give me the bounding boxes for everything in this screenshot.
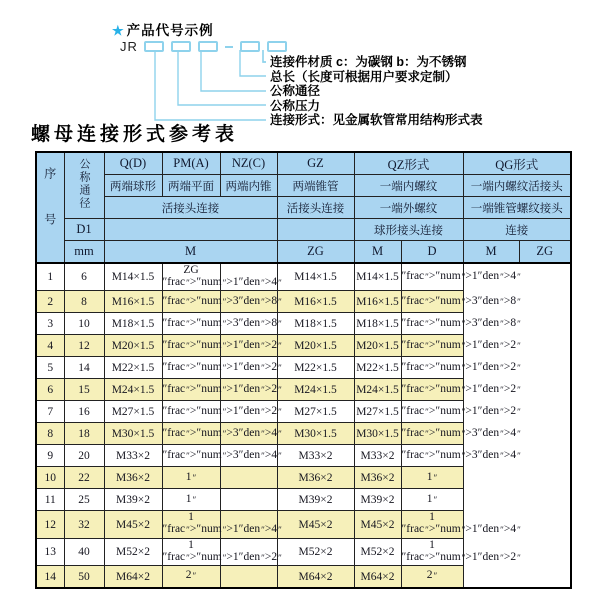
product-code-row (120, 39, 294, 54)
header-unit-qz-m: M (354, 241, 401, 264)
table-cell: ″frac″>″num″ ″ ″ ″ (162, 423, 220, 445)
table-cell: ″frac″>″num″>1″den″>2″ (401, 379, 463, 401)
code-box-icon (240, 41, 260, 52)
table-cell: M30×1.5 (277, 423, 354, 445)
code-box-icon (198, 41, 218, 52)
table-cell: 20 (64, 445, 104, 467)
table-row (36, 291, 571, 313)
table-cell: M64×2 (277, 566, 354, 589)
table-header (36, 152, 571, 263)
table-row (36, 467, 571, 489)
header-pm-desc: 两端平面 (162, 175, 220, 197)
header-blank-gz (277, 219, 354, 241)
table-cell: 1 ″frac″>″num″>1″den″>4″ (401, 511, 463, 538)
header-qg-desc2: 一端锥管螺纹接头 (463, 197, 571, 219)
table-cell: M14×1.5 (354, 263, 401, 291)
table-cell: 1 ″frac″>″num″ ″ ″ ″ (162, 511, 220, 538)
table-cell: M33×2 (104, 445, 162, 467)
table-cell: 1 ″frac″>″num″ ″ ″ ″ (162, 538, 220, 565)
table-cell: M39×2 (277, 489, 354, 511)
table-cell: M33×2 (277, 445, 354, 467)
table-cell: 32 (64, 511, 104, 538)
code-label-material: 连接件材质 c：为碳钢 b：为不锈钢 (270, 55, 467, 69)
table-cell: M64×2 (354, 566, 401, 589)
table-cell: 15 (64, 379, 104, 401)
table-cell: ″frac″>″num″>1″den″>2″ (401, 357, 463, 379)
table-cell: 4 (36, 335, 64, 357)
table-cell: 9 (36, 445, 64, 467)
header-qg-desc1: 一端内螺纹活接头 (463, 175, 571, 197)
table-cell: 11 (36, 489, 64, 511)
table-cell: 13 (36, 538, 64, 565)
table-cell: M52×2 (104, 538, 162, 565)
header-q-desc: 两端球形 (104, 175, 162, 197)
table-cell: M33×2 (354, 445, 401, 467)
header-qz-desc3: 球形接头连接 (354, 219, 463, 241)
table-cell: 14 (64, 357, 104, 379)
table-cell: ″frac″>″num″>3″den″>4″ (401, 445, 463, 467)
header-dn: 公称通径 (64, 152, 104, 219)
table-cell: M14×1.5 (277, 263, 354, 291)
table-cell: M52×2 (277, 538, 354, 565)
table-cell: 12 (64, 335, 104, 357)
diagram-heading (112, 19, 214, 39)
table-cell: 1″ (162, 467, 220, 489)
table-cell: ZG ″frac″>″num″ ″ ″ ″ (162, 263, 220, 291)
table-cell: 3 (36, 313, 64, 335)
table-cell: 22 (64, 467, 104, 489)
table-row (36, 445, 571, 467)
table-cell: 50 (64, 566, 104, 589)
table-cell: 2″ (401, 566, 463, 589)
table-cell: 1″ (162, 489, 220, 511)
table-cell: 2″ (162, 566, 220, 589)
header-gz-desc: 两端锥管 (277, 175, 354, 197)
table-cell: 10 (36, 467, 64, 489)
table-cell: M20×1.5 (277, 335, 354, 357)
header-unit-qz-d: D (401, 241, 463, 264)
table-cell: M16×1.5 (104, 291, 162, 313)
table-cell: ″frac″>″num″ ″ ″ ″ (162, 291, 220, 313)
table-row (36, 263, 571, 291)
header-unit-qg-zg: ZG (519, 241, 571, 264)
table-cell (220, 467, 277, 489)
table-row (36, 357, 571, 379)
table-cell: 1 ″frac″>″num″>1″den″>2″ (401, 538, 463, 565)
header-qz-desc2: 一端外螺纹 (354, 197, 463, 219)
table-row (36, 401, 571, 423)
header-seq: 序号 (36, 152, 64, 263)
table-cell: 18 (64, 423, 104, 445)
table-cell: ″frac″>″num″>3″den″>8″ (401, 313, 463, 335)
diagram-title: 产品代号示例 (126, 23, 214, 38)
table-row (36, 335, 571, 357)
table-cell: 25 (64, 489, 104, 511)
table-cell: ″frac″>″num″>3″den″>8″ (401, 291, 463, 313)
table-cell: M45×2 (104, 511, 162, 538)
header-blank-qpmnz (104, 219, 277, 241)
code-box-icon (171, 41, 191, 52)
code-box-icon (267, 41, 287, 52)
table-cell: ″frac″>″num″>1″den″>2″ (401, 401, 463, 423)
header-col-pm: PM(A) (162, 152, 220, 175)
table-cell: M18×1.5 (277, 313, 354, 335)
code-label-connection: 连接形式：见金属软管常用结构形式表 (270, 113, 483, 128)
table-cell: M39×2 (354, 489, 401, 511)
code-label-length: 总长（长度可根据用户要求定制） (270, 69, 458, 84)
table-cell: 7 (36, 401, 64, 423)
table-cell: 40 (64, 538, 104, 565)
table-row (36, 511, 571, 538)
table-cell: M14×1.5 (104, 263, 162, 291)
table-cell: M45×2 (354, 511, 401, 538)
table-cell: M27×1.5 (104, 401, 162, 423)
table-cell: M24×1.5 (277, 379, 354, 401)
table-cell: 8 (36, 423, 64, 445)
table-cell: M64×2 (104, 566, 162, 589)
table-cell: M36×2 (277, 467, 354, 489)
table-cell: M18×1.5 (354, 313, 401, 335)
code-box-icon (144, 41, 164, 52)
table-cell: 1 (36, 263, 64, 291)
table-cell: M20×1.5 (104, 335, 162, 357)
table-cell: M30×1.5 (354, 423, 401, 445)
header-col-gz: GZ (277, 152, 354, 175)
table-cell: 6 (64, 263, 104, 291)
header-col-qg: QG形式 (463, 152, 571, 175)
header-col-q: Q(D) (104, 152, 162, 175)
table-cell: 1″ (401, 489, 463, 511)
table-cell: M22×1.5 (354, 357, 401, 379)
header-col-qz: QZ形式 (354, 152, 463, 175)
header-joint-qpmnz: 活接头连接 (104, 197, 277, 219)
table-cell: 10 (64, 313, 104, 335)
table-row (36, 313, 571, 335)
code-label-pressure: 公称压力 (270, 98, 321, 113)
header-unit-qg-m: M (463, 241, 519, 264)
table-row (36, 566, 571, 589)
table-cell: M39×2 (104, 489, 162, 511)
code-prefix: JR (120, 39, 138, 54)
table-cell: 8 (64, 291, 104, 313)
table-cell: 14 (36, 566, 64, 589)
nut-connection-reference-table (35, 151, 572, 589)
code-label-diameter: 公称通径 (270, 84, 321, 99)
table-cell: 5 (36, 357, 64, 379)
star-icon: ★ (112, 23, 125, 38)
table-row (36, 423, 571, 445)
header-nz-desc: 两端内锥 (220, 175, 277, 197)
table-cell: ″frac″>″num″>1″den″>4″ (401, 263, 463, 291)
table-body (36, 263, 571, 588)
table-cell: M36×2 (354, 467, 401, 489)
table-cell: M18×1.5 (104, 313, 162, 335)
table-cell: ″frac″>″num″ ″ ″ ″ (162, 357, 220, 379)
header-joint-gz: 活接头连接 (277, 197, 354, 219)
table-cell: M16×1.5 (277, 291, 354, 313)
table-cell: M27×1.5 (354, 401, 401, 423)
table-cell: 6 (36, 379, 64, 401)
table-cell: ″frac″>″num″ ″ ″ ″ (162, 379, 220, 401)
header-unit-zg: ZG (277, 241, 354, 264)
table-cell: ″frac″>″num″ ″ ″ ″ (162, 313, 220, 335)
header-qg-desc3: 连接 (463, 219, 571, 241)
table-cell: M45×2 (277, 511, 354, 538)
table-cell (220, 566, 277, 589)
table-cell: 2 (36, 291, 64, 313)
table-cell (220, 489, 277, 511)
table-cell: ″frac″>″num″>3″den″>4″ (401, 423, 463, 445)
table-cell: 16 (64, 401, 104, 423)
table-cell: M52×2 (354, 538, 401, 565)
header-d1: D1 (64, 219, 104, 241)
table-cell: M24×1.5 (354, 379, 401, 401)
table-title: 螺母连接形式参考表 (31, 123, 239, 145)
header-col-nz: NZ(C) (220, 152, 277, 175)
table-cell: M22×1.5 (104, 357, 162, 379)
table-cell: M16×1.5 (354, 291, 401, 313)
table-cell: ″frac″>″num″ ″ ″ ″ (162, 445, 220, 467)
table-cell: M36×2 (104, 467, 162, 489)
table-cell: 1″ (401, 467, 463, 489)
table-cell: M22×1.5 (277, 357, 354, 379)
table-row (36, 379, 571, 401)
table-cell: M30×1.5 (104, 423, 162, 445)
table-cell: ″frac″>″num″ ″ ″ ″ (162, 401, 220, 423)
code-dash-icon (225, 46, 233, 48)
header-unit-m: M (104, 241, 277, 264)
table-cell: ″frac″>″num″>1″den″>2″ (401, 335, 463, 357)
table-cell: M27×1.5 (277, 401, 354, 423)
table-row (36, 538, 571, 565)
table-cell: ″frac″>″num″ ″ ″ ″ (162, 335, 220, 357)
table-row (36, 489, 571, 511)
header-qz-desc1: 一端内螺纹 (354, 175, 463, 197)
table-cell: 12 (36, 511, 64, 538)
table-cell: M20×1.5 (354, 335, 401, 357)
table-cell: M24×1.5 (104, 379, 162, 401)
code-labels (270, 55, 483, 128)
header-unit-dn: mm (64, 241, 104, 264)
